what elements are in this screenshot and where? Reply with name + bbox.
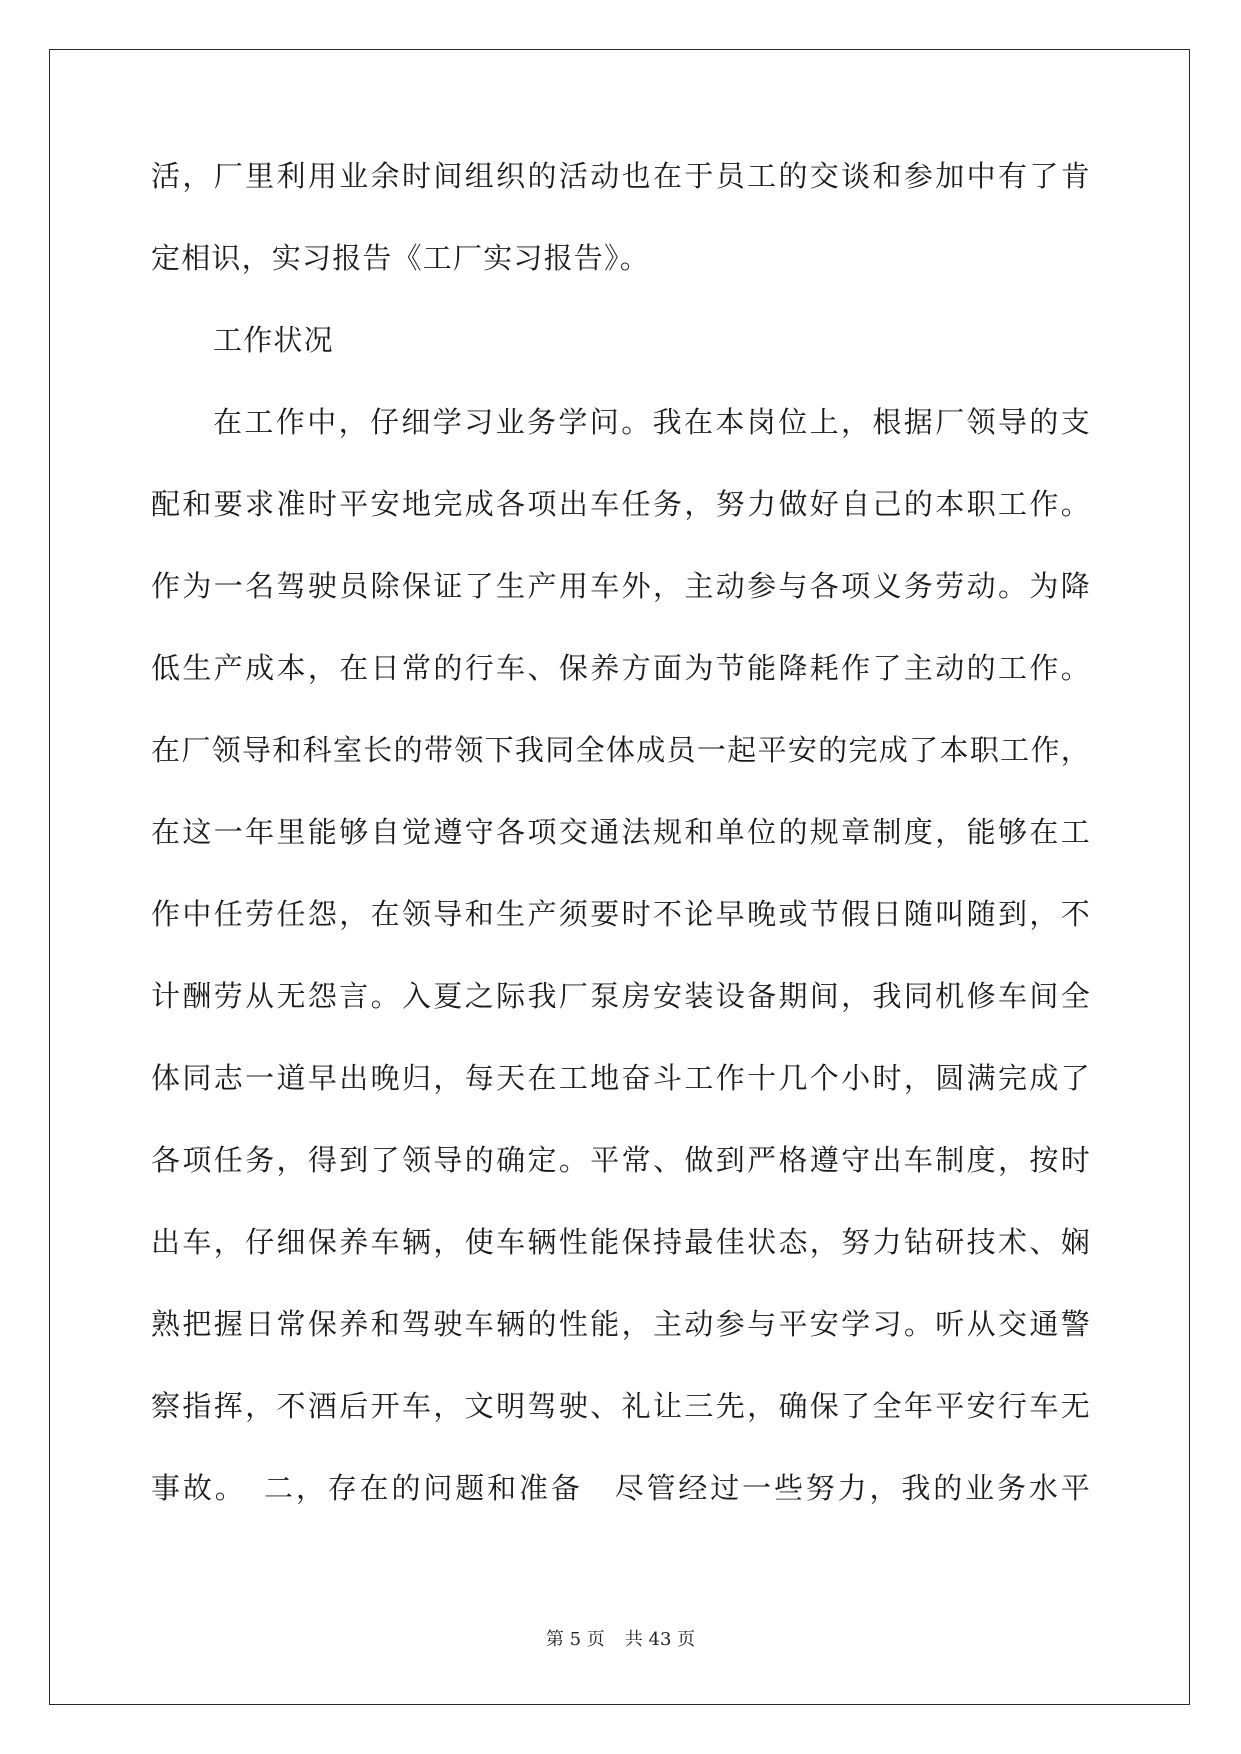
text-line: 在厂领导和科室长的带领下我同全体成员一起平安的完成了本职工作， bbox=[151, 735, 1091, 767]
text-line: 出车，仔细保养车辆，使车辆性能保持最佳状态，努力钻研技术、娴 bbox=[151, 1227, 1091, 1259]
text-line: 作中任劳任怨，在领导和生产须要时不论早晚或节假日随叫随到，不 bbox=[151, 899, 1091, 931]
document-body bbox=[151, 161, 1091, 1555]
text-line: 熟把握日常保养和驾驶车辆的性能，主动参与平安学习。听从交通警 bbox=[151, 1309, 1091, 1341]
text-line: 定相识，实习报告《工厂实习报告》。 bbox=[151, 241, 650, 275]
text-line: 在这一年里能够自觉遵守各项交通法规和单位的规章制度，能够在工 bbox=[151, 817, 1091, 849]
text-line: 配和要求准时平安地完成各项出车任务，努力做好自己的本职工作。 bbox=[151, 489, 1091, 521]
text-line: 体同志一道早出晚归，每天在工地奋斗工作十几个小时，圆满完成了 bbox=[151, 1063, 1091, 1095]
text-line: 作为一名驾驶员除保证了生产用车外，主动参与各项义务劳动。为降 bbox=[151, 571, 1091, 603]
page-number: 第 5 页 bbox=[545, 1629, 605, 1650]
text-line: 各项任务，得到了领导的确定。平常、做到严格遵守出车制度，按时 bbox=[151, 1145, 1091, 1177]
text-line: 察指挥，不酒后开车，文明驾驶、礼让三先，确保了全年平安行车无 bbox=[151, 1391, 1091, 1423]
text-line: 事故。 二，存在的问题和准备 尽管经过一些努力，我的业务水平 bbox=[151, 1473, 1091, 1505]
total-pages: 共 43 页 bbox=[624, 1629, 696, 1650]
text-line: 工作状况 bbox=[213, 323, 334, 357]
text-line: 低生产成本，在日常的行车、保养方面为节能降耗作了主动的工作。 bbox=[151, 653, 1091, 685]
text-line: 在工作中，仔细学习业务学问。我在本岗位上，根据厂领导的支 bbox=[213, 407, 1091, 439]
text-line: 计酬劳从无怨言。入夏之际我厂泵房安装设备期间，我同机修车间全 bbox=[151, 981, 1091, 1013]
text-line: 活，厂里利用业余时间组织的活动也在于员工的交谈和参加中有了肯 bbox=[151, 161, 1091, 193]
page-footer bbox=[0, 1625, 1241, 1651]
